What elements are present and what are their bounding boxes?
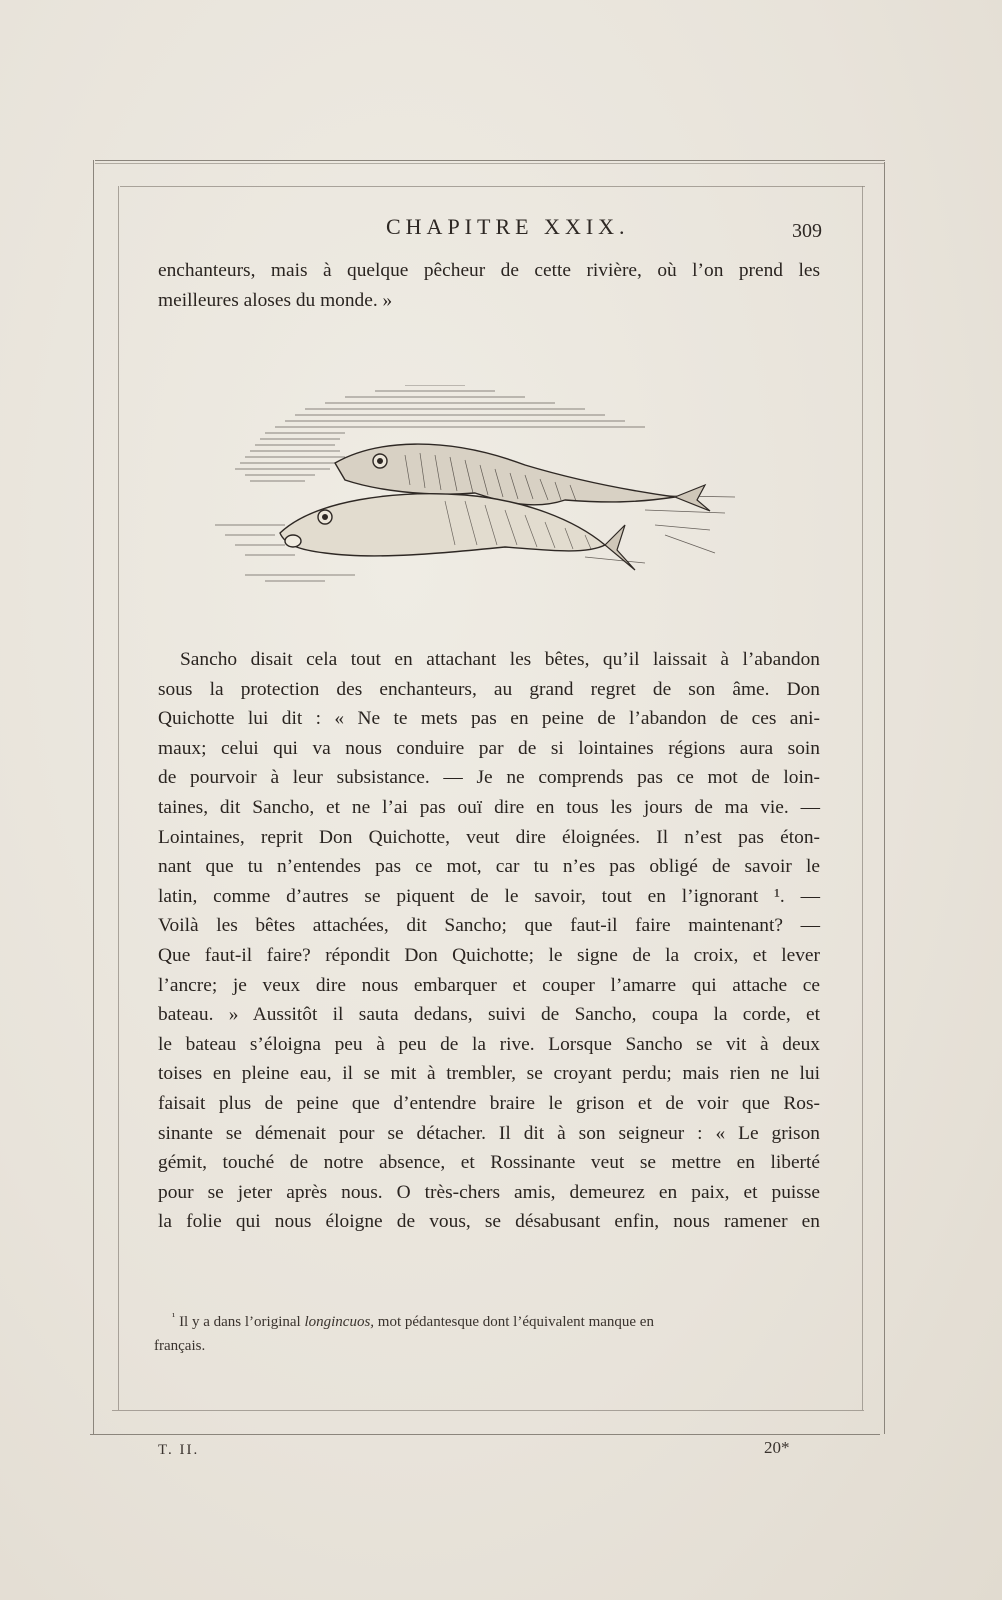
text-line: meilleures aloses du monde. »: [158, 289, 393, 311]
footnote-marker: ¹: [172, 1311, 176, 1323]
main-paragraph: [158, 645, 820, 1237]
text-line: Quichotte lui dit : « Ne te mets pas en peine de l’abandon de ces ani-: [158, 708, 820, 730]
gathering-signature: 20*: [764, 1438, 790, 1457]
text-line: Voilà les bêtes attachées, dit Sancho; que faut-il faire maintenant? —: [158, 915, 820, 937]
text-line: l’ancre; je veux dire nous embarquer et couper l’amarre qui attache ce: [158, 974, 820, 996]
volume-signature: T. II.: [158, 1442, 200, 1458]
text-line: la folie qui nous éloigne de vous, se désabusant enfin, nous ramener en: [158, 1211, 820, 1233]
text-line: Sancho disait cela tout en attachant les bêtes, qu’il laissait à l’abandon: [180, 649, 820, 670]
text-line: sinante se démenait pour se détacher. Il dit à son seigneur : « Le grison: [158, 1122, 820, 1144]
text-line: Lointaines, reprit Don Quichotte, veut dire éloignées. Il n’est pas éton-: [158, 826, 820, 848]
running-header: [120, 210, 820, 250]
text-line: Que faut-il faire? répondit Don Quichotte; le signe de la croix, et lever: [158, 944, 820, 966]
footnote-text-cont: mot pédantesque dont l’équivalent manque en: [377, 1314, 654, 1330]
text-line: sous la protection des enchanteurs, au grand regret de son âme. Don: [158, 678, 820, 700]
paragraph-continued: [158, 256, 820, 315]
frame-rule-top-double: [95, 163, 885, 164]
text-line: toises en pleine eau, il se mit à trembler, se croyant perdu; mais rien ne lui: [158, 1063, 820, 1085]
chapter-title: CHAPITRE XXIX.: [386, 214, 630, 239]
page-number: 309: [792, 220, 822, 242]
inner-rule-top: [120, 186, 865, 187]
footnote-italic-word: longincuos,: [304, 1314, 375, 1330]
inner-rule-bottom: [112, 1410, 864, 1411]
text-line: nant que tu n’entendes pas ce mot, car tu n’es pas obligé de savoir le: [158, 856, 820, 878]
frame-rule-left: [93, 160, 94, 1435]
text-line: maux; celui qui va nous conduire par de si lointaines régions aura soin: [158, 737, 820, 759]
text-line: taines, dit Sancho, et ne l’ai pas ouï dire en tous les jours de ma vie. —: [158, 796, 820, 818]
frame-rule-top: [95, 160, 885, 161]
text-line: le bateau s’éloigna peu à peu de la rive. Lorsque Sancho se vit à deux: [158, 1033, 820, 1055]
footnote-text: Il y a dans l’original: [179, 1314, 301, 1330]
inner-rule-right: [862, 186, 863, 1410]
inner-rule-left: [118, 186, 119, 1410]
frame-rule-bottom: [90, 1434, 880, 1435]
text-line: faisait plus de peine que d’entendre braire le grison et de voir que Ros-: [158, 1092, 820, 1114]
text-line: enchanteurs, mais à quelque pêcheur de cette rivière, où l’on prend les: [158, 260, 820, 281]
text-line: pour se jeter après nous. O très-chers amis, demeurez en paix, et puisse: [158, 1181, 820, 1203]
frame-rule-right: [884, 162, 885, 1434]
footnote: [154, 1305, 814, 1358]
footnote-line2: français.: [154, 1338, 206, 1354]
text-line: gémit, touché de notre absence, et Rossinante veut se mettre en liberté: [158, 1152, 820, 1174]
text-line: bateau. » Aussitôt il sauta dedans, suivi de Sancho, coupa la corde, et: [158, 1004, 820, 1026]
text-line: latin, comme d’autres se piquent de le savoir, tout en l’ignorant ¹. —: [158, 885, 820, 907]
text-line: de pourvoir à leur subsistance. — Je ne comprends pas ce mot de loin-: [158, 767, 820, 789]
fish-engraving-icon: [205, 385, 740, 590]
